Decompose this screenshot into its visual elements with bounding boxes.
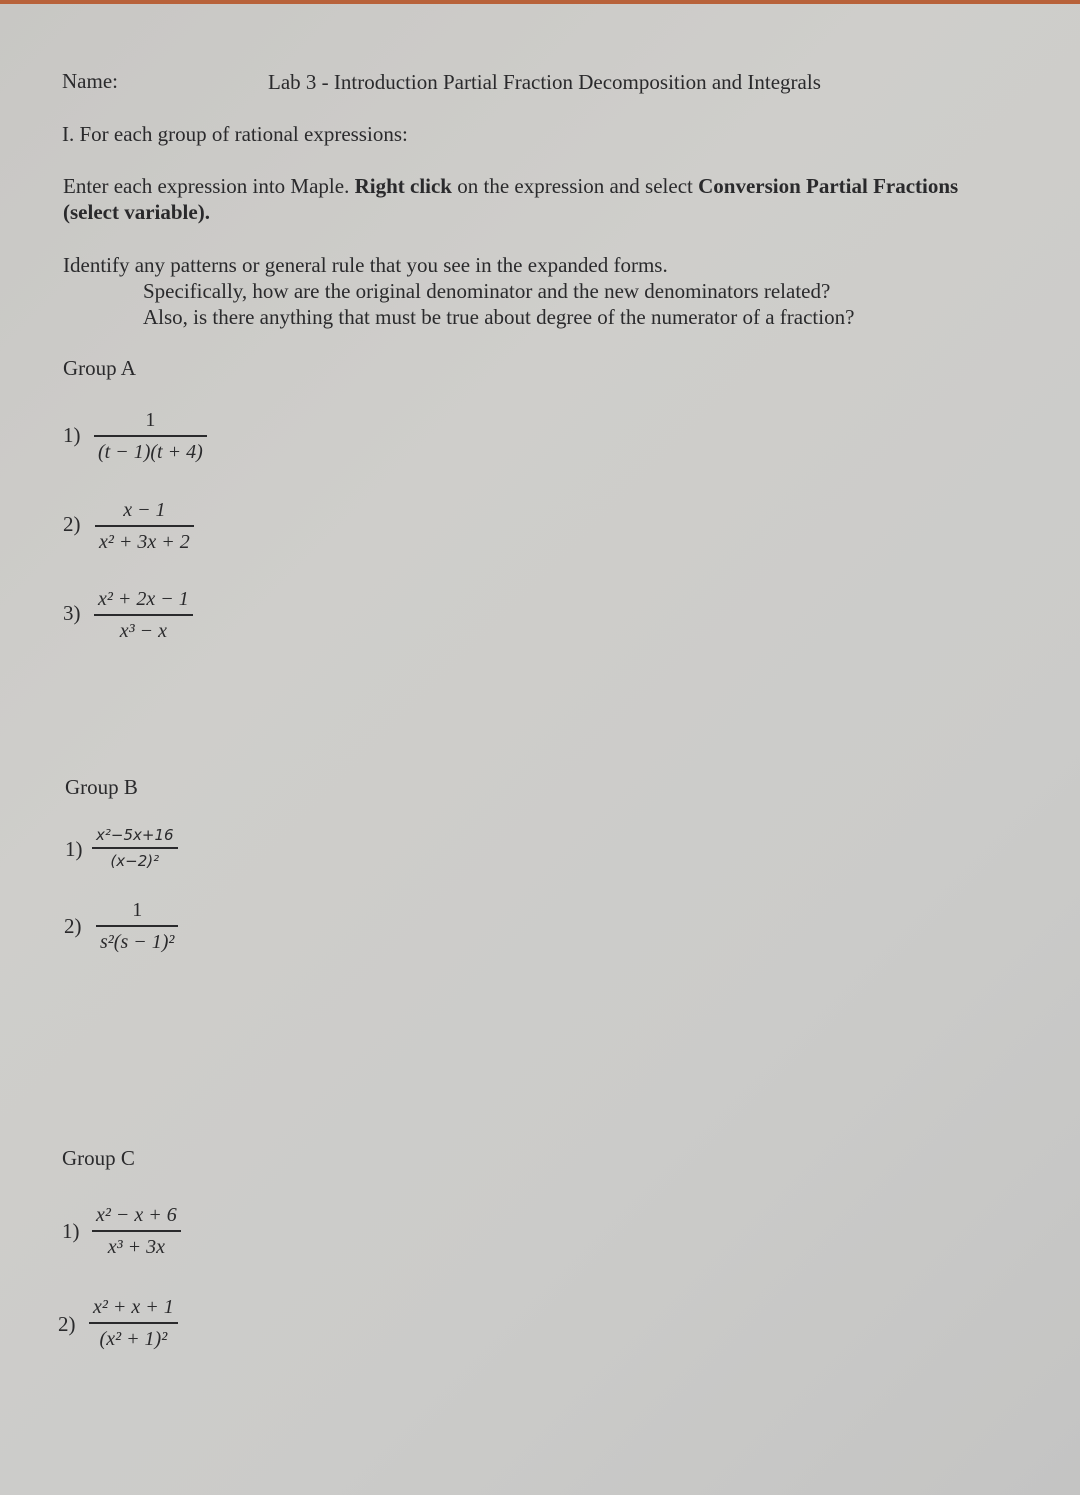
denominator: (x² + 1)² [99,1327,168,1350]
fraction-bar [95,525,194,527]
group-b-title: Group B [65,775,138,799]
group-a-title: Group A [63,356,136,380]
group-b-item-1-label: 1) [65,837,83,861]
numerator: 1 [132,899,143,921]
instruction-bold-conversion: Conversion Partial Fractions [698,174,959,198]
numerator: x − 1 [123,499,166,521]
group-a-item-2-label: 2) [63,512,81,536]
denominator: x³ − x [119,619,167,642]
instruction-line-2: (select variable). [63,200,210,224]
group-a-item-3-fraction [94,587,193,643]
group-b-item-2-label: 2) [64,914,82,938]
denominator: (x−2)² [110,851,160,870]
group-a-item-1-label: 1) [63,423,81,447]
denominator: x² + 3x + 2 [99,530,190,553]
group-b-item-2-fraction [96,898,178,954]
pattern-instruction: Identify any patterns or general rule that you see in the expanded forms. [63,253,668,277]
fraction-bar [92,1230,181,1232]
fraction-bar [94,614,193,616]
group-c-title: Group C [62,1146,135,1170]
name-label: Name: [62,69,118,93]
worksheet-title: Lab 3 - Introduction Partial Fraction Decomposition and Integrals [268,70,821,94]
numerator: 1 [145,409,156,431]
instruction-text: Enter each expression into Maple. [63,174,355,198]
denominator: s²(s − 1)² [100,930,175,953]
instruction-bold-right-click: Right click [354,174,452,198]
denominator: (t − 1)(t + 4) [98,440,203,463]
section-heading: I. For each group of rational expressions: [62,122,408,146]
group-c-item-2-fraction [89,1295,178,1351]
group-c-item-2-label: 2) [58,1312,76,1336]
fraction-bar [96,925,178,927]
instruction-line-1 [63,173,958,199]
fraction-bar [92,847,178,849]
fraction-bar [89,1322,178,1324]
group-a-item-2-fraction [95,498,194,554]
group-a-item-1-fraction [94,408,207,464]
numerator: x² + x + 1 [93,1296,174,1318]
numerator: x² + 2x − 1 [98,588,189,610]
group-b-item-1-fraction [92,826,178,870]
denominator: x³ + 3x [107,1235,165,1258]
group-c-item-1-fraction [92,1203,181,1259]
group-c-item-1-label: 1) [62,1219,80,1243]
group-a-item-3-label: 3) [63,601,81,625]
question-numerator-degree: Also, is there anything that must be true about degree of the numerator of a fraction? [143,305,855,329]
fraction-bar [94,435,207,437]
numerator: x²−5x+16 [96,826,174,844]
numerator: x² − x + 6 [96,1204,177,1226]
instruction-text: on the expression and select [452,174,699,198]
question-denominator: Specifically, how are the original denominator and the new denominators related? [143,279,831,303]
